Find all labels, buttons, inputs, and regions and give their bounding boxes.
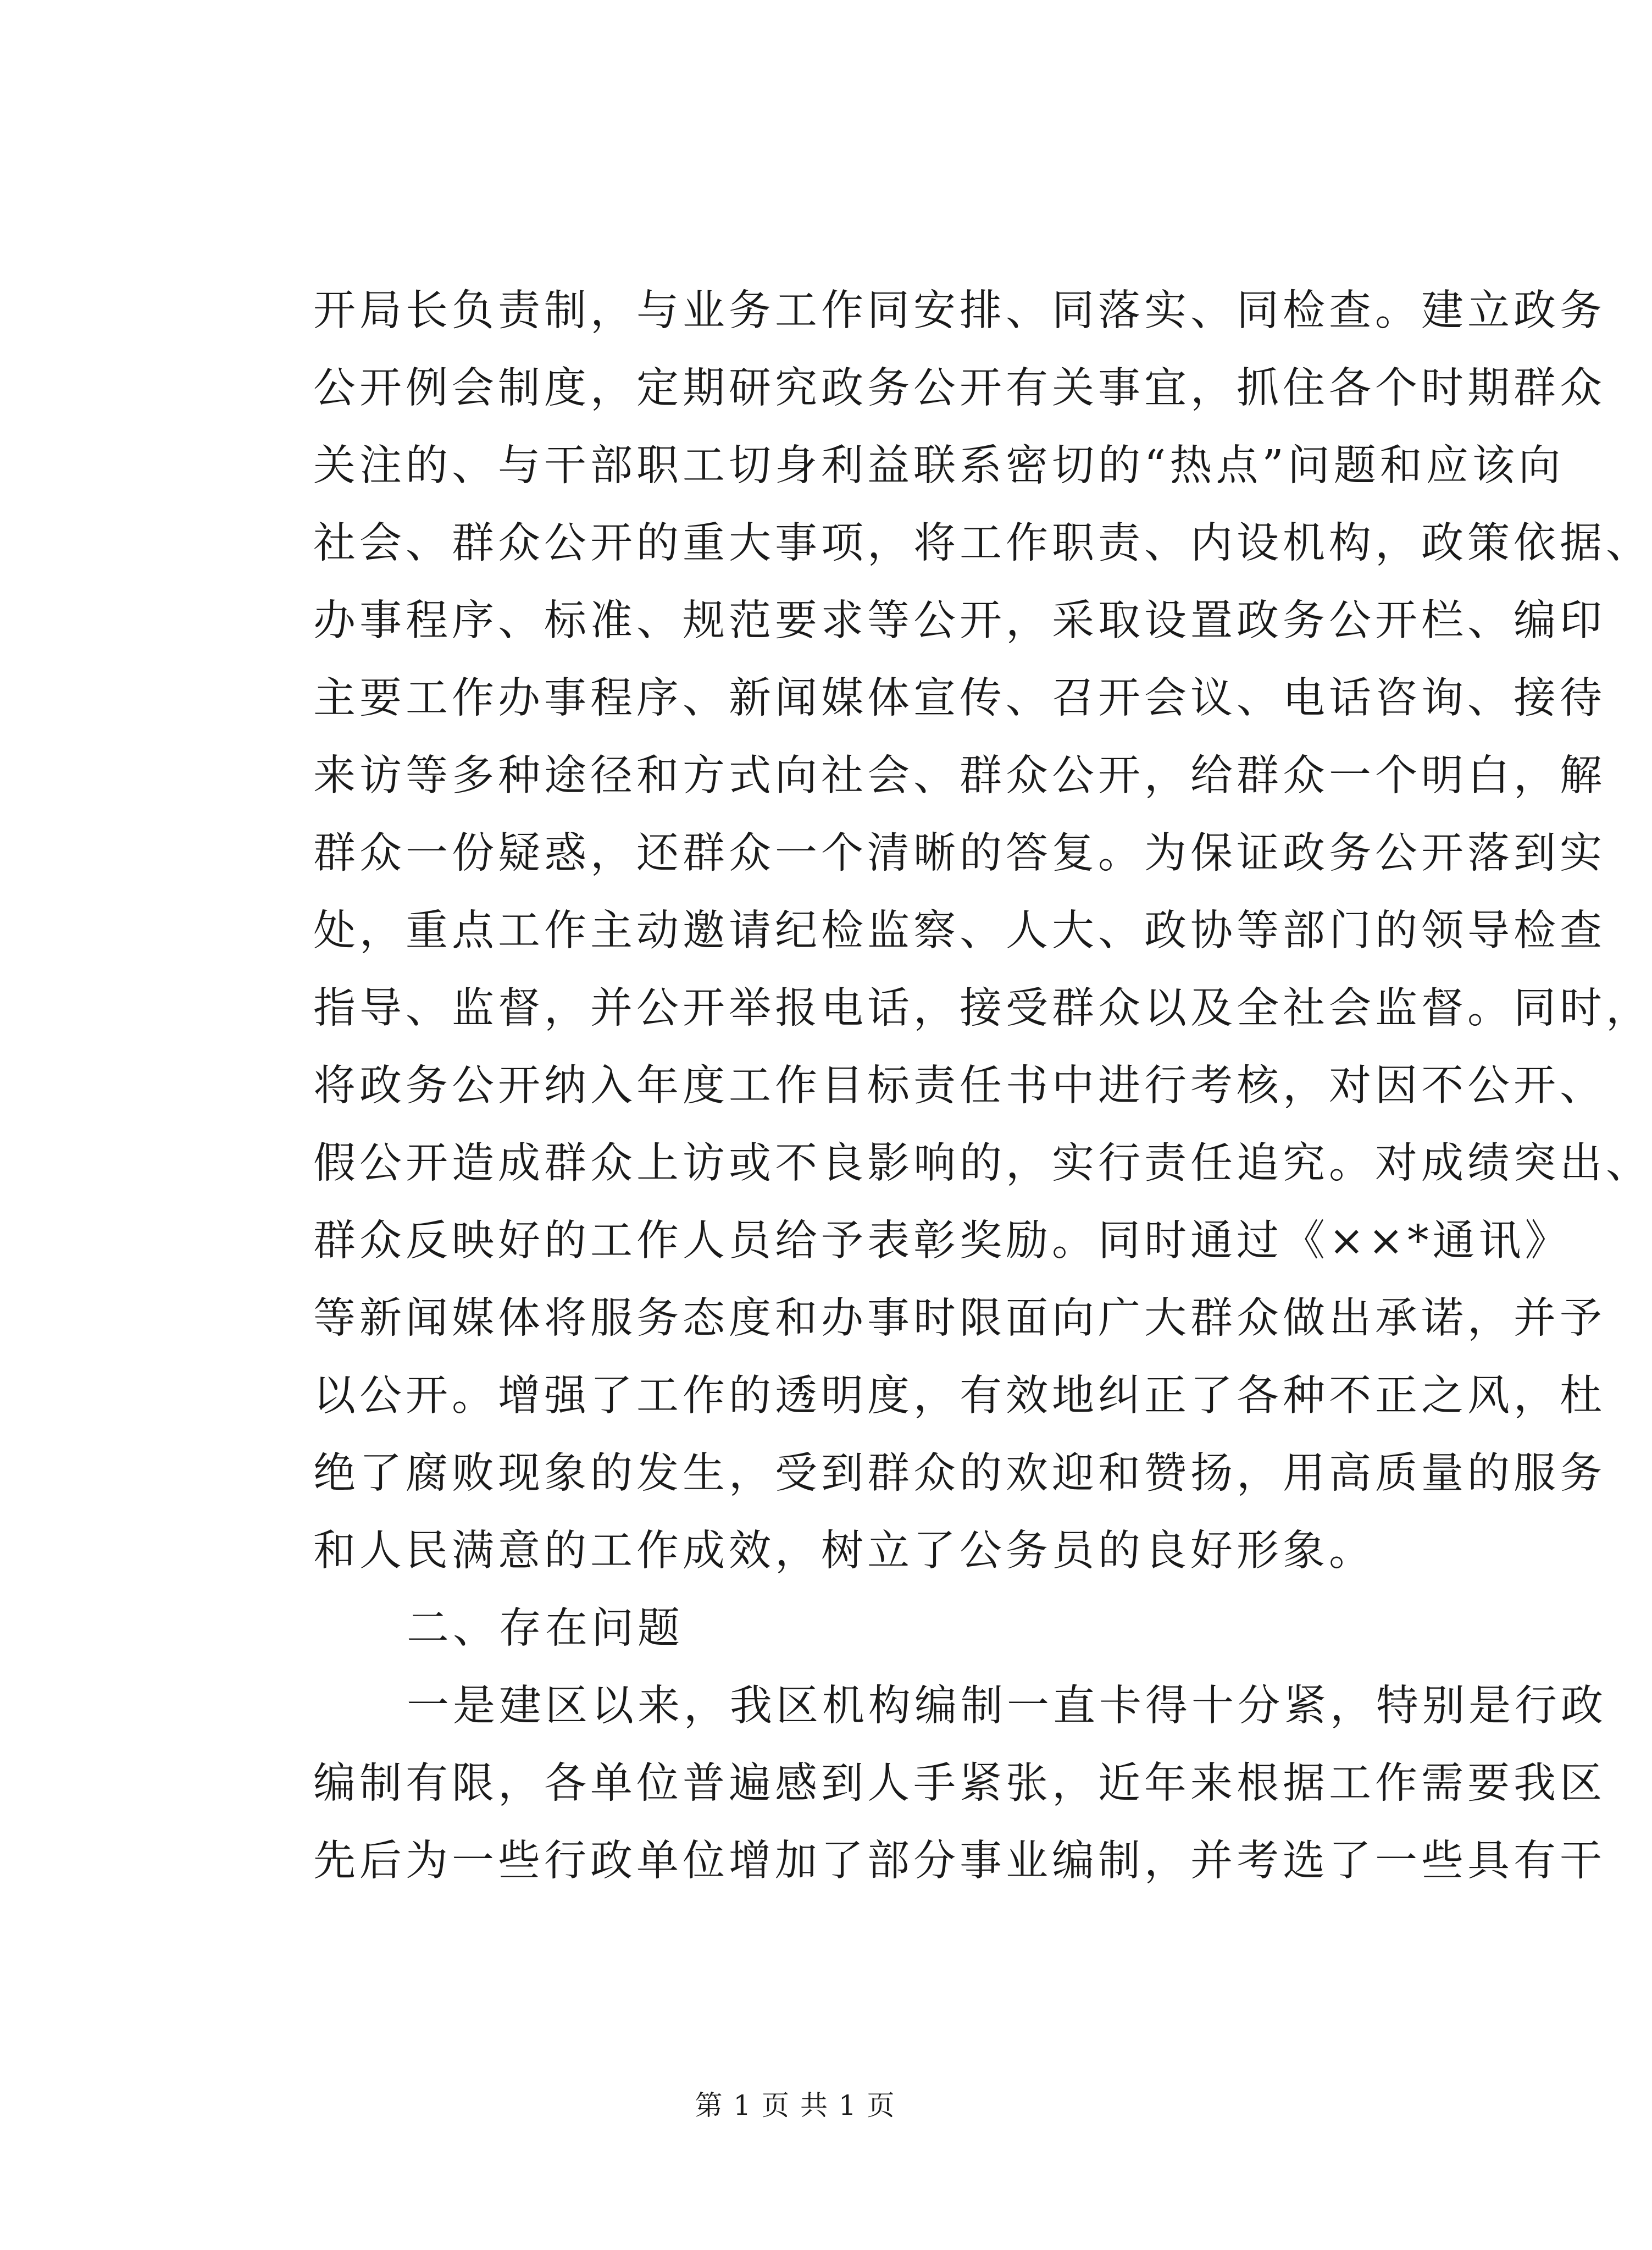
text-line-16: 绝了腐败现象的发生，受到群众的欢迎和赞扬，用高质量的服务 <box>313 1449 1606 1498</box>
text-line-6: 主要工作办事程序、新闻媒体宣传、召开会议、电话咨询、接待 <box>313 674 1606 723</box>
text-line-2: 公开例会制度，定期研究政务公开有关事宜，抓住各个时期群众 <box>313 364 1606 413</box>
text-line-8: 群众一份疑惑，还群众一个清晰的答复。为保证政务公开落到实 <box>313 829 1606 878</box>
text-line-4: 社会、群众公开的重大事项，将工作职责、内设机构，政策依据、 <box>313 519 1652 568</box>
text-line-10: 指导、监督，并公开举报电话，接受群众以及全社会监督。同时， <box>313 984 1652 1033</box>
text-line-7: 来访等多种途径和方式向社会、群众公开，给群众一个明白，解 <box>313 751 1606 800</box>
text-line-5: 办事程序、标准、规范要求等公开，采取设置政务公开栏、编印 <box>313 596 1606 645</box>
text-line-3: 关注的、与干部职工切身利益联系密切的“热点”问题和应该向 <box>313 441 1565 490</box>
text-line-19: 一是建区以来，我区机构编制一直卡得十分紧，特别是行政 <box>407 1682 1607 1731</box>
section-heading: 二、存在问题 <box>407 1604 684 1653</box>
text-line-13: 群众反映好的工作人员给予表彰奖励。同时通过《××*通讯》 <box>313 1217 1571 1265</box>
text-line-15: 以公开。增强了工作的透明度，有效地纠正了各种不正之风，杜 <box>313 1372 1606 1420</box>
text-line-21: 先后为一些行政单位增加了部分事业编制，并考选了一些具有干 <box>313 1837 1606 1886</box>
text-line-11: 将政务公开纳入年度工作目标责任书中进行考核，对因不公开、 <box>313 1062 1606 1110</box>
text-line-14: 等新闻媒体将服务态度和办事时限面向广大群众做出承诺，并予 <box>313 1294 1606 1343</box>
document-body <box>313 272 1652 1900</box>
text-line-12: 假公开造成群众上访或不良影响的，实行责任追究。对成绩突出、 <box>313 1139 1652 1188</box>
text-line-1: 开局长负责制，与业务工作同安排、同落实、同检查。建立政务 <box>313 286 1606 335</box>
text-line-20: 编制有限，各单位普遍感到人手紧张，近年来根据工作需要我区 <box>313 1759 1606 1808</box>
page-number-footer: 第 1 页 共 1 页 <box>695 2089 896 2121</box>
text-line-9: 处，重点工作主动邀请纪检监察、人大、政协等部门的领导检查 <box>313 906 1606 955</box>
text-line-17: 和人民满意的工作成效，树立了公务员的良好形象。 <box>313 1527 1375 1575</box>
